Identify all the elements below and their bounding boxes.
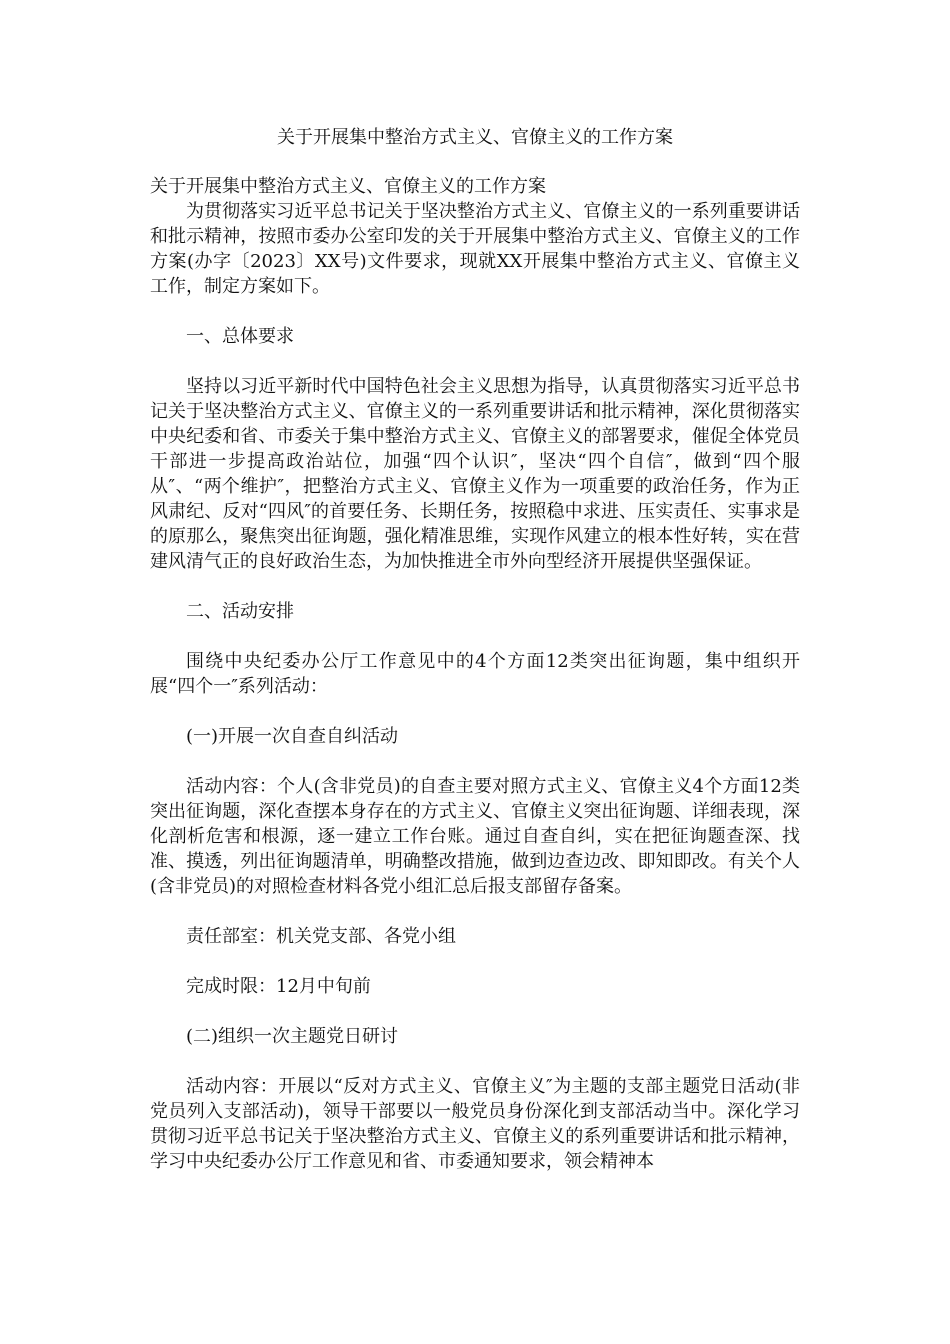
item-1-content: 活动内容：个人(含非党员)的自查主要对照方式主义、官僚主义4个方面12类突出征询题，深化查摆本身存在的方式主义、官僚主义突出征询题、详细表现，深化剖析危害和根源，逐一建立工作台账。通过自查自纠，实在把征询题查深、找准、摸透，列出征询题清单，明确整改措施，做到边查边改、即知即改。有关个人(含非党员)的对照检查材料各党小组汇总后报支部留存备案。 (150, 776, 800, 897)
document-body (150, 174, 800, 1174)
item-1-department: 责任部室：机关党支部、各党小组 (186, 926, 456, 947)
section-2-body: 围绕中央纪委办公厅工作意见中的4个方面12类突出征询题，集中组织开展“四个一″系列活动： (150, 651, 800, 697)
section-1-body: 坚持以习近平新时代中国特色社会主义思想为指导，认真贯彻落实习近平总书记关于坚决整治方式主义、官僚主义的一系列重要讲话和批示精神，深化贯彻落实中央纪委和省、市委关于集中整治方式主义、官僚主义的部署要求，催促全体党员干部进一步提高政治站位，加强“四个认识″，坚决“四个自信″，做到“四个服从″、“两个维护″，把整治方式主义、官僚主义作为一项重要的政治任务，作为正风肃纪、反对“四风″的首要任务、长期任务，按照稳中求进、压实责任、实事求是的原那么，聚焦突出征询题，强化精准思维，实现作风建立的根本性好转，实在营建风清气正的良好政治生态，为加快推进全市外向型经济开展提供坚强保证。 (150, 376, 800, 572)
document-title: 关于开展集中整治方式主义、官僚主义的工作方案 (277, 127, 673, 148)
item-2-content: 活动内容：开展以“反对方式主义、官僚主义″为主题的支部主题党日活动(非党员列入支部活动)，领导干部要以一般党员身份深化到支部活动当中。深化学习贯彻习近平总书记关于坚决整治方式主义、官僚主义的系列重要讲话和批示精神，学习中央纪委办公厅工作意见和省、市委通知要求，领会精神本 (150, 1076, 800, 1172)
section-1-heading: 一、总体要求 (186, 326, 294, 347)
item-1-heading: (一)开展一次自查自纠活动 (186, 726, 399, 747)
item-2-heading: (二)组织一次主题党日研讨 (186, 1026, 399, 1047)
item-1-deadline: 完成时限：12月中旬前 (186, 976, 371, 997)
intro-paragraph: 为贯彻落实习近平总书记关于坚决整治方式主义、官僚主义的一系列重要讲话和批示精神，按照市委办公室印发的关于开展集中整治方式主义、官僚主义的工作方案(办字〔2023〕XX号)文件要求，现就XX开展集中整治方式主义、官僚主义工作，制定方案如下。 (150, 201, 800, 297)
section-2-heading: 二、活动安排 (186, 601, 294, 622)
document-subtitle: 关于开展集中整治方式主义、官僚主义的工作方案 (150, 176, 546, 197)
